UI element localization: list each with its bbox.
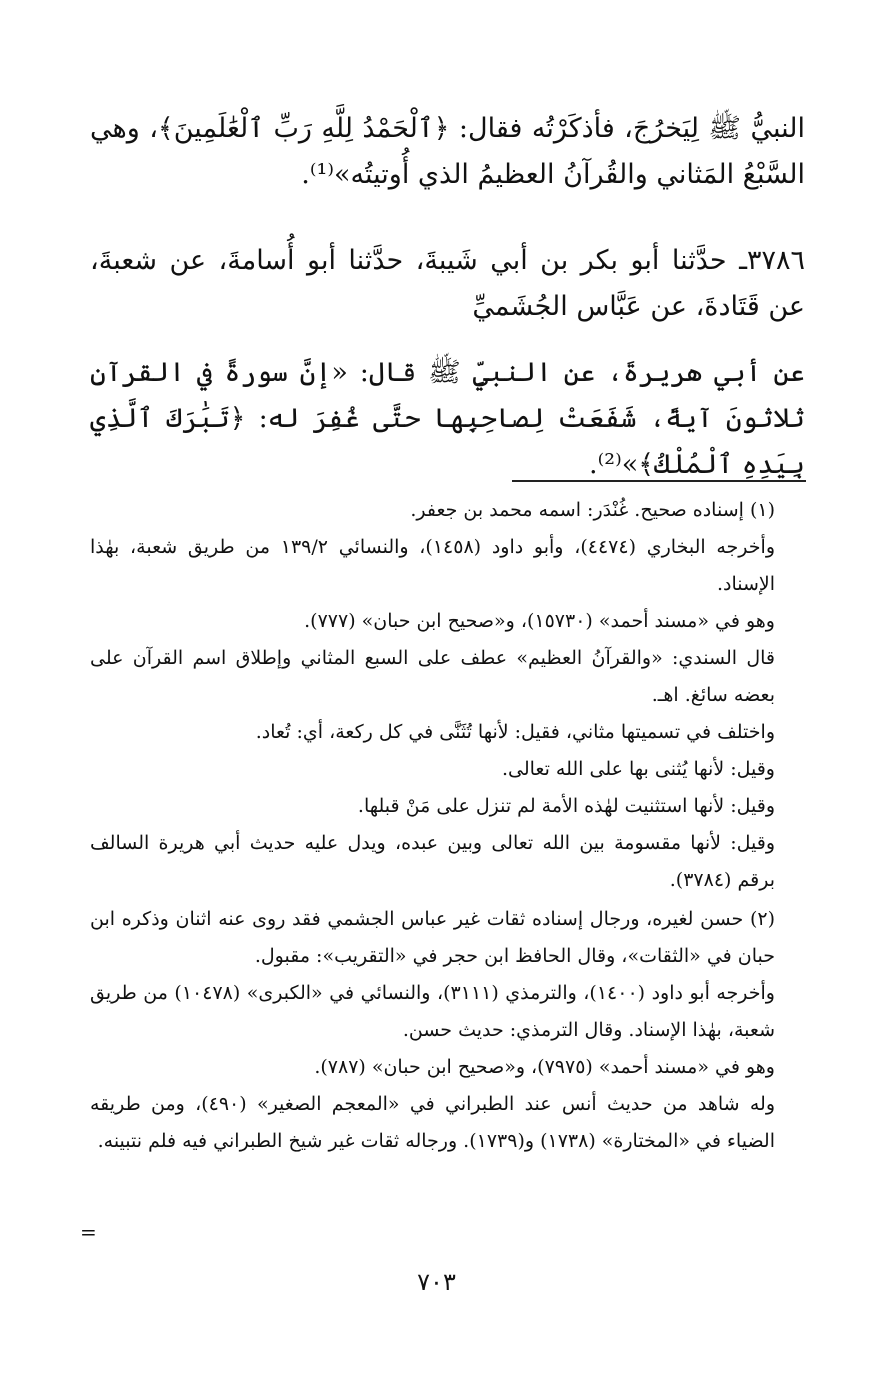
footnote-line: وأخرجه البخاري (٤٤٧٤)، وأبو داود (١٤٥٨)، والنسائي ١٣٩/٢ من طريق شعبة، بهٰذا الإسناد. xyxy=(90,536,775,595)
footnote-line: واختلف في تسميتها مثاني، فقيل: لأنها تُثَنَّى في كل ركعة، أي: تُعاد. xyxy=(255,721,775,743)
footnote-line: وهو في «مسند أحمد» (١٥٧٣٠)، و«صحيح ابن حبان» (٧٧٧). xyxy=(304,610,775,632)
footnotes xyxy=(90,492,805,1160)
footnote-line: وله شاهد من حديث أنس عند الطبراني في «المعجم الصغير» (٤٩٠)، ومن طريقه الضياء في «المختارة» (١٧٣٨) و(١٧٣٩). ورجاله ثقات غير شيخ الطبراني فيه فلم نتبينه. xyxy=(90,1093,775,1152)
footnote-line: وقيل: لأنها استثنيت لهٰذه الأمة لم تنزل على مَنْ قبلها. xyxy=(357,795,775,817)
footnote-line: قال السندي: «والقرآنُ العظيم» عطف على السبع المثاني وإطلاق اسم القرآن على بعضه سائغ. اهـ. xyxy=(90,647,775,706)
hadith-text-continuation xyxy=(90,106,805,198)
footnote-line: وهو في «مسند أحمد» (٧٩٧٥)، و«صحيح ابن حبان» (٧٨٧). xyxy=(314,1056,775,1078)
main-paragraph-2: ٣٧٨٦ـ حدَّثنا أبو بكر بن أبي شَيبةَ، حدَّثنا أبو أُسامةَ، عن شعبةَ، عن قَتَادةَ، عن عَبَّاس الجُشَميِّ xyxy=(90,245,805,322)
footnote-line: وقيل: لأنها يُثنى بها على الله تعالى. xyxy=(501,758,775,780)
main-paragraph-1: النبيُّ ﷺ لِيَخرُجَ، فأذكَرْتُه فقال: ﴿ٱلْحَمْدُ لِلَّهِ رَبِّ ٱلْعَٰلَمِينَ﴾، وهي السَّبْعُ المَثاني والقُرآنُ العظيمُ الذي أُوتيتُه»⁽¹⁾. xyxy=(90,113,805,190)
hadith-isnad xyxy=(90,238,805,330)
footnote-separator xyxy=(512,480,806,482)
hadith-matn xyxy=(90,350,805,488)
footnote-line: وأخرجه أبو داود (١٤٠٠)، والترمذي (٣١١١)، والنسائي في «الكبرى» (١٠٤٧٨) من طريق شعبة، بهٰذا الإسناد. وقال الترمذي: حديث حسن. xyxy=(90,982,775,1041)
footnote-line: وقيل: لأنها مقسومة بين الله تعالى وبين عبده، ويدل عليه حديث أبي هريرة السالف برقم (٣٧٨٤). xyxy=(90,832,775,891)
page-number: ٧٠٣ xyxy=(417,1268,456,1296)
main-paragraph-3: عن أبي هريرةَ، عن النبيِّ ﷺ قال: «إنَّ سورةً في القرآنِ ثلاثونَ آيةً، شَفَعَتْ لِصاحِبِها حتَّى غُفِرَ له: ﴿تَبَٰرَكَ ٱلَّذِي بِيَدِهِ ٱلْمُلْكُ﴾»⁽²⁾. xyxy=(90,357,805,480)
footnote-1: (١) إسناده صحيح. غُنْدَر: اسمه محمد بن جعفر. xyxy=(410,499,775,521)
footnote-2: (٢) حسن لغيره، ورجال إسناده ثقات غير عباس الجشمي فقد روى عنه اثنان وذكره ابن حبان في «الثقات»، وقال الحافظ ابن حجر في «التقريب»: مقبول. xyxy=(90,908,775,967)
continuation-mark: = xyxy=(80,1220,97,1244)
